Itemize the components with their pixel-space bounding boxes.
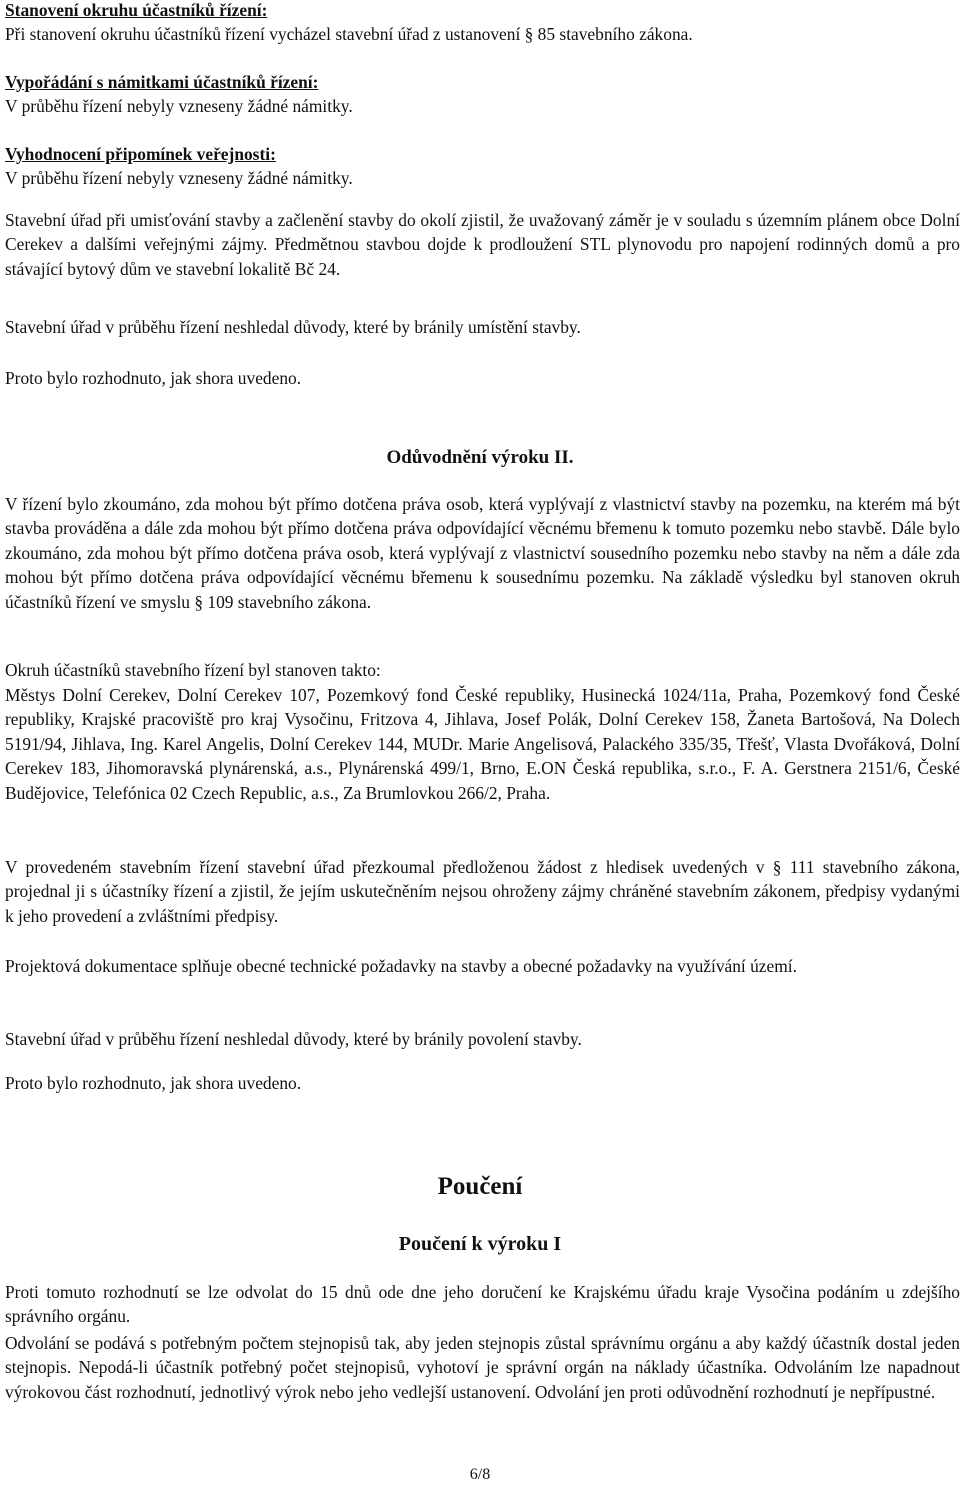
paragraph-rozhodnuto-2: Proto bylo rozhodnuto, jak shora uvedeno. (5, 1073, 302, 1093)
paragraph-neshledal-povoleni: Stavební úřad v průběhu řízení neshledal důvody, které by bránily povolení stavby. (5, 1029, 582, 1049)
paragraph-okruh-lead: Okruh účastníků stavebního řízení byl stanoven takto: (5, 660, 381, 680)
paragraph-soulad: Stavební úřad při umisťování stavby a začlenění stavby do okolí zjistil, že uvažovaný záměr je v souladu s územním plánem obce Dolní Cerekev a dalšími veřejnými zájmy. Předmětnou stavbou dojde k prodloužení STL plynovodu pro napojení rodinných domů a pro stávající bytový dům ve stavební lokalitě Bč 24. (5, 210, 960, 279)
paragraph-prezkoumal: V provedeném stavebním řízení stavební úřad přezkoumal předloženou žádost z hledisek uvedených v § 111 stavebního zákona, projednal ji s účastníky řízení a zjistil, že jejím uskutečněním nejsou ohroženy zájmy chráněné stavebním zákonem, předpisy vydanými k jeho provedení a zvláštními předpisy. (5, 857, 960, 926)
text-pripominky: V průběhu řízení nebyly vzneseny žádné námitky. (5, 168, 353, 188)
title-oduvodneni-ii: Odůvodnění výroku II. (386, 447, 574, 468)
heading-pripominky: Vyhodnocení připomínek veřejnosti: (5, 144, 276, 164)
paragraph-rozhodnuto-1: Proto bylo rozhodnuto, jak shora uvedeno. (5, 368, 302, 388)
paragraph-zkoumano: V řízení bylo zkoumáno, zda mohou být přímo dotčena práva osob, která vyplývají z vlastnictví stavby na pozemku, na kterém má být stavba prováděna a dále zda mohou být přímo dotčena práva odpovídající věcnému břemenu k tomuto pozemku nebo stavbě. Dále bylo zkoumáno, zda mohou být přímo dotčena práva osob, která vyplývají z vlastnictví sousedního pozemku nebo stavby na něm a dále zda mohou být přímo dotčena práva odpovídající věcnému břemenu k sousednímu pozemku. Na základě výsledku byl stanoven okruh účastníků řízení ve smyslu § 109 stavebního zákona. (5, 494, 960, 612)
title-pouceni: Poučení (437, 1173, 523, 1200)
subtitle-pouceni-vyrok-i: Poučení k výroku I (398, 1233, 562, 1255)
page-number: 6/8 (469, 1466, 491, 1483)
paragraph-odvolat: Proti tomuto rozhodnutí se lze odvolat do 15 dnů ode dne jeho doručení ke Krajskému úřadu kraje Vysočina podáním u zdejšího správního orgánu. (5, 1282, 960, 1327)
text-okruh: Při stanovení okruhu účastníků řízení vycházel stavební úřad z ustanovení § 85 stavebního zákona. (5, 24, 693, 44)
paragraph-okruh-list: Městys Dolní Cerekev, Dolní Cerekev 107, Pozemkový fond České republiky, Husinecká 1024/11a, Praha, Pozemkový fond České republiky, Krajské pracoviště pro kraj Vysočinu, Fritzova 4, Jihlava, Josef Polák, Dolní Cerekev 158, Žaneta Bartošová, Na Dolech 5191/94, Jihlava, Ing. Karel Angelis, Dolní Cerekev 144, MUDr. Marie Angelisová, Palackého 335/35, Třešť, Vlasta Dvořáková, Dolní Cerekev 183, Jihomoravská plynárenská, a.s., Plynárenská 499/1, Brno, E.ON Česká republika, s.r.o., F. A. Gerstnera 2151/6, České Budějovice, Telefónica 02 Czech Republic, a.s., Za Brumlovkou 266/2, Praha. (5, 685, 960, 803)
heading-namitky: Vypořádání s námitkami účastníků řízení: (5, 72, 319, 92)
text-namitky: V průběhu řízení nebyly vzneseny žádné námitky. (5, 96, 353, 116)
paragraph-dokumentace: Projektová dokumentace splňuje obecné technické požadavky na stavby a obecné požadavky na využívání území. (5, 956, 797, 976)
paragraph-odvolani: Odvolání se podává s potřebným počtem stejnopisů tak, aby jeden stejnopis zůstal správnímu orgánu a aby každý účastník dostal jeden stejnopis. Nepodá-li účastník potřebný počet stejnopisů, vyhotoví je správní orgán na náklady účastníka. Odvoláním lze napadnout výrokovou část rozhodnutí, jednotlivý výrok nebo jeho vedlejší ustanovení. Odvolání jen proti odůvodnění rozhodnutí je nepřípustné. (5, 1333, 960, 1402)
heading-okruh: Stanovení okruhu účastníků řízení: (5, 0, 268, 20)
paragraph-neshledal-umisteni: Stavební úřad v průběhu řízení neshledal důvody, které by bránily umístění stavby. (5, 317, 581, 337)
